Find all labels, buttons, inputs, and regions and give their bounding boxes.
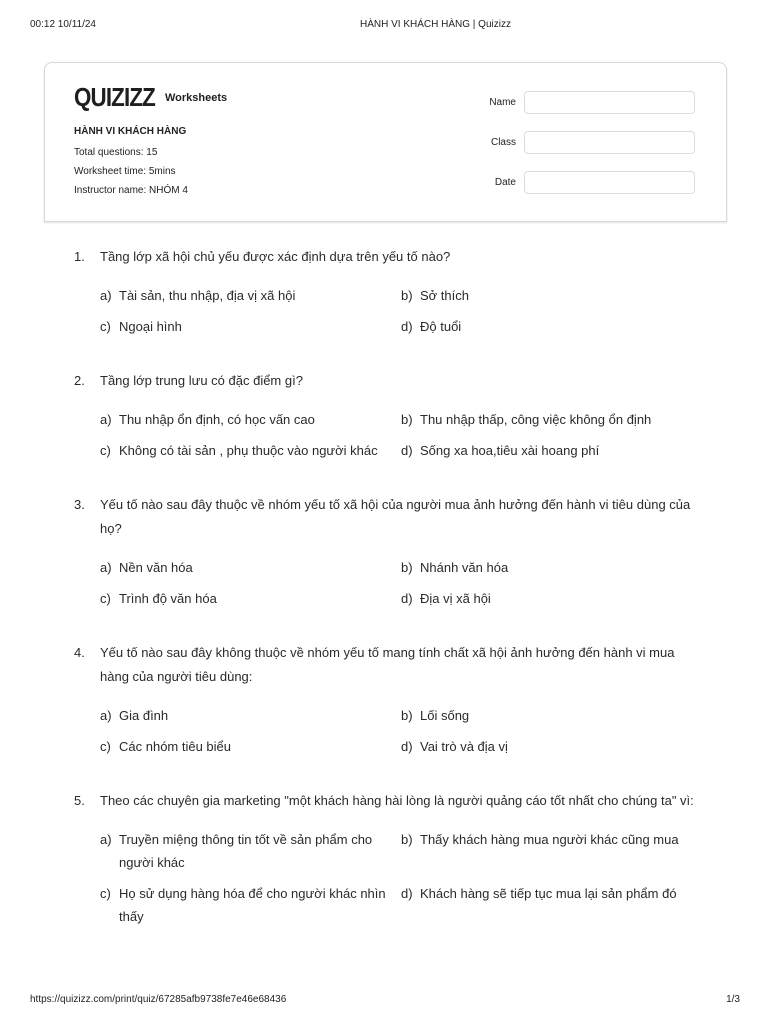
print-page-title: HÀNH VI KHÁCH HÀNG | Quizizz	[360, 19, 511, 30]
question-text: Tầng lớp trung lưu có đặc điểm gì?	[100, 373, 303, 388]
option-text: Nền văn hóa	[119, 560, 193, 575]
option-text: Thu nhập ổn định, có học vấn cao	[119, 412, 315, 427]
question-prompt	[74, 493, 696, 541]
option-letter: a)	[100, 288, 112, 303]
option-text: Độ tuổi	[420, 319, 462, 334]
option-text: Khách hàng sẽ tiếp tục mua lại sản phẩm đó	[420, 886, 677, 901]
print-page-number: 1/3	[726, 994, 740, 1005]
option-text: Sống xa hoa,tiêu xài hoang phí	[420, 443, 600, 458]
option-letter: b)	[401, 412, 413, 427]
option-text: Thấy khách hàng mua người khác cũng mua	[420, 832, 679, 847]
option-letter: b)	[401, 708, 413, 723]
option-text: Lối sống	[420, 708, 470, 723]
option-text: Các nhóm tiêu biểu	[119, 739, 232, 754]
instructor-name: Instructor name: NHÓM 4	[74, 185, 188, 196]
question-number: 5.	[74, 793, 85, 808]
option-text: Vai trò và địa vị	[420, 739, 508, 754]
question-list	[74, 245, 696, 959]
answer-option-c	[100, 882, 401, 928]
name-field[interactable]	[524, 91, 695, 114]
option-text: Ngoại hình	[119, 319, 182, 334]
class-label: Class	[490, 137, 516, 148]
option-text: Trình độ văn hóa	[119, 591, 217, 606]
question-text: Yếu tố nào sau đây thuộc về nhóm yếu tố xã hội của người mua ảnh hưởng đến hành vi tiêu dùng của họ?	[100, 497, 691, 536]
answer-option-b	[401, 828, 696, 851]
class-field[interactable]	[524, 131, 695, 154]
option-letter: d)	[401, 319, 413, 334]
quizizz-logo: QUIZIZZ	[74, 82, 155, 112]
option-letter: b)	[401, 288, 413, 303]
product-label: Worksheets	[165, 92, 228, 104]
option-letter: d)	[401, 886, 413, 901]
option-letter: d)	[401, 591, 413, 606]
option-letter: a)	[100, 708, 112, 723]
answer-options	[100, 556, 696, 610]
option-text: Truyền miệng thông tin tốt về sản phẩm cho người khác	[119, 832, 373, 870]
option-text: Tài sản, thu nhập, địa vị xã hội	[119, 288, 296, 303]
option-letter: d)	[401, 443, 413, 458]
option-letter: c)	[100, 443, 111, 458]
question-prompt	[74, 789, 696, 813]
answer-option-b	[401, 408, 696, 431]
question-1	[74, 245, 696, 338]
option-letter: d)	[401, 739, 413, 754]
answer-option-b	[401, 556, 696, 579]
option-text: Địa vị xã hội	[420, 591, 491, 606]
option-letter: c)	[100, 886, 111, 901]
answer-option-c	[100, 439, 401, 462]
worksheet-title: HÀNH VI KHÁCH HÀNG	[74, 126, 187, 137]
date-field[interactable]	[524, 171, 695, 194]
answer-options	[100, 408, 696, 462]
option-letter: a)	[100, 560, 112, 575]
option-text: Họ sử dụng hàng hóa để cho người khác nhìn thấy	[119, 886, 386, 924]
answer-option-b	[401, 704, 696, 727]
option-letter: c)	[100, 739, 111, 754]
answer-option-d	[401, 735, 696, 758]
question-4	[74, 641, 696, 758]
answer-option-b	[401, 284, 696, 307]
question-prompt	[74, 641, 696, 689]
date-label: Date	[494, 177, 516, 188]
option-text: Thu nhập thấp, công việc không ổn định	[420, 412, 652, 427]
answer-option-c	[100, 315, 401, 338]
question-prompt	[74, 369, 696, 393]
question-3	[74, 493, 696, 610]
question-prompt	[74, 245, 696, 269]
option-letter: c)	[100, 319, 111, 334]
question-5	[74, 789, 696, 928]
answer-option-a	[100, 408, 401, 431]
option-letter: a)	[100, 412, 112, 427]
name-label: Name	[489, 97, 516, 108]
worksheet-time: Worksheet time: 5mins	[74, 166, 176, 177]
answer-option-a	[100, 828, 401, 874]
question-text: Tầng lớp xã hội chủ yếu được xác định dựa trên yếu tố nào?	[100, 249, 451, 264]
question-2	[74, 369, 696, 462]
option-text: Nhánh văn hóa	[420, 560, 509, 575]
question-number: 1.	[74, 249, 85, 264]
answer-option-a	[100, 704, 401, 727]
answer-option-d	[401, 882, 696, 905]
print-url: https://quizizz.com/print/quiz/67285afb9738fe7e46e68436	[30, 994, 287, 1005]
answer-option-d	[401, 315, 696, 338]
answer-option-a	[100, 284, 401, 307]
option-letter: b)	[401, 560, 413, 575]
answer-options	[100, 704, 696, 758]
print-timestamp: 00:12 10/11/24	[30, 19, 96, 30]
question-text: Yếu tố nào sau đây không thuộc về nhóm yếu tố mang tính chất xã hội ảnh hưởng đến hành vi mua hàng của người tiêu dùng:	[100, 645, 675, 684]
answer-option-c	[100, 735, 401, 758]
question-number: 4.	[74, 645, 85, 660]
answer-options	[100, 284, 696, 338]
answer-option-d	[401, 587, 696, 610]
option-letter: b)	[401, 832, 413, 847]
question-number: 3.	[74, 497, 85, 512]
worksheet-header-card	[44, 62, 727, 222]
answer-options	[100, 828, 696, 928]
total-questions: Total questions: 15	[74, 147, 158, 158]
question-number: 2.	[74, 373, 85, 388]
question-text: Theo các chuyên gia marketing "một khách hàng hài lòng là người quảng cáo tốt nhất cho chúng ta" vì:	[100, 793, 694, 808]
answer-option-d	[401, 439, 696, 462]
answer-option-c	[100, 587, 401, 610]
option-text: Sở thích	[420, 288, 469, 303]
answer-option-a	[100, 556, 401, 579]
option-text: Không có tài sản , phụ thuộc vào người khác	[119, 443, 378, 458]
option-letter: c)	[100, 591, 111, 606]
option-letter: a)	[100, 832, 112, 847]
option-text: Gia đình	[119, 708, 169, 723]
